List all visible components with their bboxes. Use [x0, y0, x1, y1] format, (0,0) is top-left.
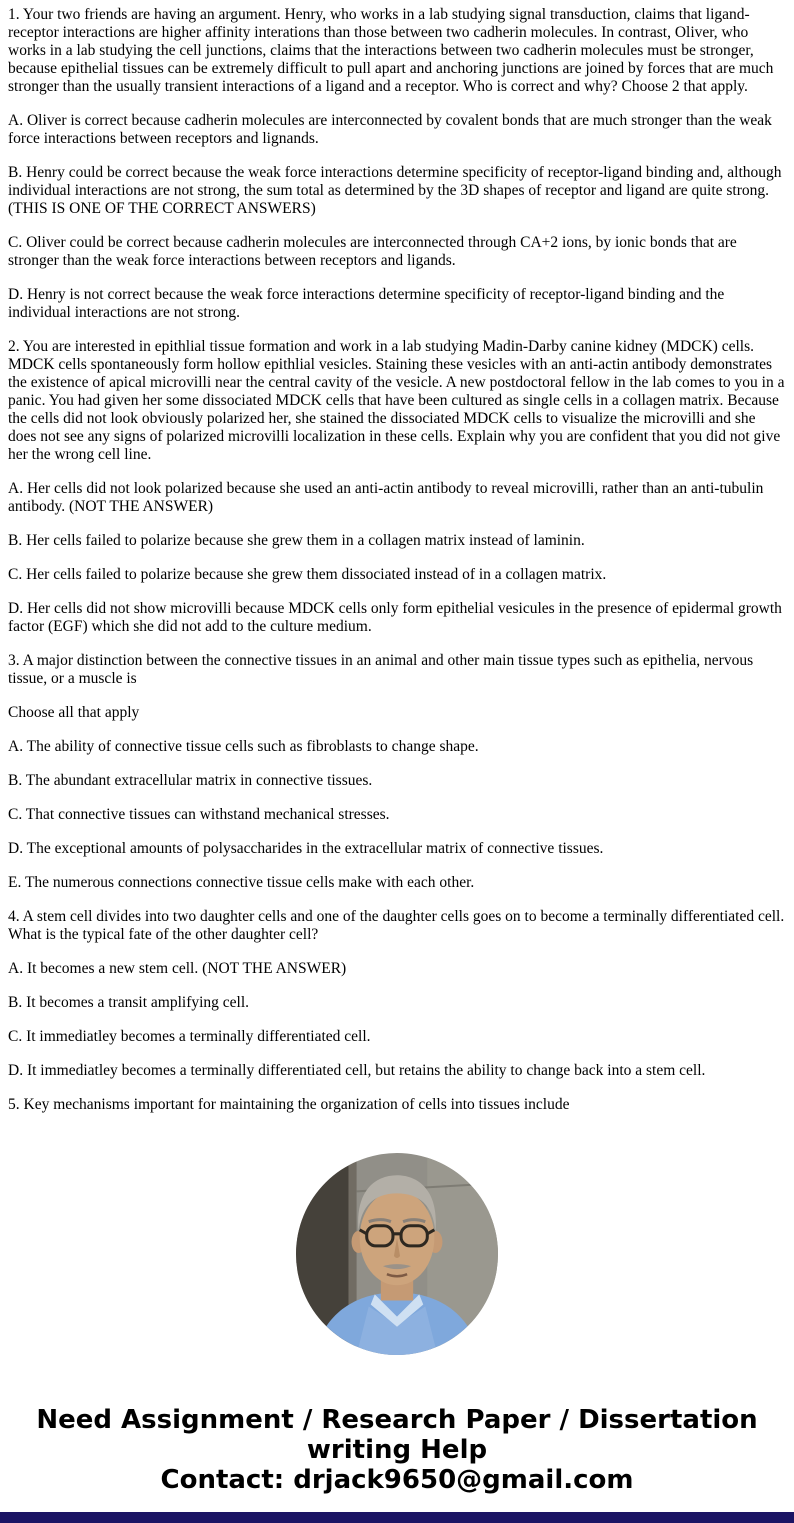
question-stem: 4. A stem cell divides into two daughter cells and one of the daughter cells goes on to become a terminally differentiated cell. What is the typical fate of the other daughter cell? [8, 908, 785, 943]
answer-option: B. Her cells failed to polarize because she grew them in a collagen matrix instead of laminin. [8, 532, 585, 549]
question-note: Choose all that apply [8, 704, 140, 721]
portrait-illustration [296, 1153, 498, 1355]
answer-option: B. Henry could be correct because the weak force interactions determine specificity of receptor-ligand binding and, although individual interactions are not strong, the sum total as determined by the 3D shapes of receptor and ligand are quite strong. (THIS IS ONE OF THE CORRECT ANSWERS) [8, 164, 782, 217]
question-stem: 2. You are interested in epithlial tissue formation and work in a lab studying Madin-Darby canine kidney (MDCK) cells. MDCK cells spontaneously form hollow epithlial vesicles. Staining these vesicles with an anti-actin antibody demonstrates the existence of apical microvilli near the central cavity of the vesicle. A new postdoctoral fellow in the lab comes to you in a panic. You had given her some dissociated MDCK cells that have been cultured as single cells in a collagen matrix. Because the cells did not look obviously polarized her, she stained the dissociated MDCK cells to visualize the microvilli and she does not see any signs of polarized microvilli localization in these cells. Explain why you are confident that you did not give her the wrong cell line. [8, 338, 785, 463]
answer-option: C. Her cells failed to polarize because she grew them dissociated instead of in a collagen matrix. [8, 566, 607, 583]
promo-block [22, 1405, 772, 1495]
answer-option: D. The exceptional amounts of polysaccharides in the extracellular matrix of connective tissues. [8, 840, 604, 857]
answer-option: D. It immediatley becomes a terminally differentiated cell, but retains the ability to change back into a stem cell. [8, 1062, 706, 1079]
answer-option: C. Oliver could be correct because cadherin molecules are interconnected through CA+2 ions, by ionic bonds that are stronger than the weak force interactions between receptors and ligands. [8, 234, 737, 269]
answer-option: A. The ability of connective tissue cells such as fibroblasts to change shape. [8, 738, 479, 755]
question-stem: 5. Key mechanisms important for maintaining the organization of cells into tissues include [8, 1096, 570, 1113]
answer-option: E. The numerous connections connective tissue cells make with each other. [8, 874, 475, 891]
question-stem: 3. A major distinction between the connective tissues in an animal and other main tissue types such as epithelia, nervous tissue, or a muscle is [8, 652, 754, 687]
answer-option: A. It becomes a new stem cell. (NOT THE ANSWER) [8, 960, 347, 977]
bottom-bar [0, 1512, 794, 1523]
promo-contact-email: Contact: drjack9650@gmail.com [160, 1465, 634, 1495]
answer-option: C. That connective tissues can withstand mechanical stresses. [8, 806, 390, 823]
answer-option: A. Her cells did not look polarized because she used an anti-actin antibody to reveal microvilli, rather than an anti-tubulin antibody. (NOT THE ANSWER) [8, 480, 764, 515]
answer-option: C. It immediatley becomes a terminally differentiated cell. [8, 1028, 371, 1045]
answer-option: D. Her cells did not show microvilli because MDCK cells only form epithelial vesicules in the presence of epidermal growth factor (EGF) which she did not add to the culture medium. [8, 600, 782, 635]
tutor-portrait-photo [296, 1153, 498, 1355]
answer-option: D. Henry is not correct because the weak force interactions determine specificity of receptor-ligand binding and the individual interactions are not strong. [8, 286, 725, 321]
answer-option: A. Oliver is correct because cadherin molecules are interconnected by covalent bonds that are much stronger than the weak force interactions between receptors and lignands. [8, 112, 772, 147]
promo-heading: Need Assignment / Research Paper / Dissertation writing Help [36, 1405, 758, 1465]
answer-option: B. The abundant extracellular matrix in connective tissues. [8, 772, 373, 789]
question-stem: 1. Your two friends are having an argument. Henry, who works in a lab studying signal transduction, claims that ligand-receptor interactions are higher affinity interations than those between two cadherin molecules. In contrast, Oliver, who works in a lab studying the cell junctions, claims that the interactions between two cadherin molecules must be stronger, because epithelial tissues can be extremely difficult to pull apart and anchoring junctions are joined by forces that are much stronger than the usually transient interactions of a ligand and a receptor. Who is correct and why? Choose 2 that apply. [8, 6, 774, 95]
answer-option: B. It becomes a transit amplifying cell. [8, 994, 250, 1011]
